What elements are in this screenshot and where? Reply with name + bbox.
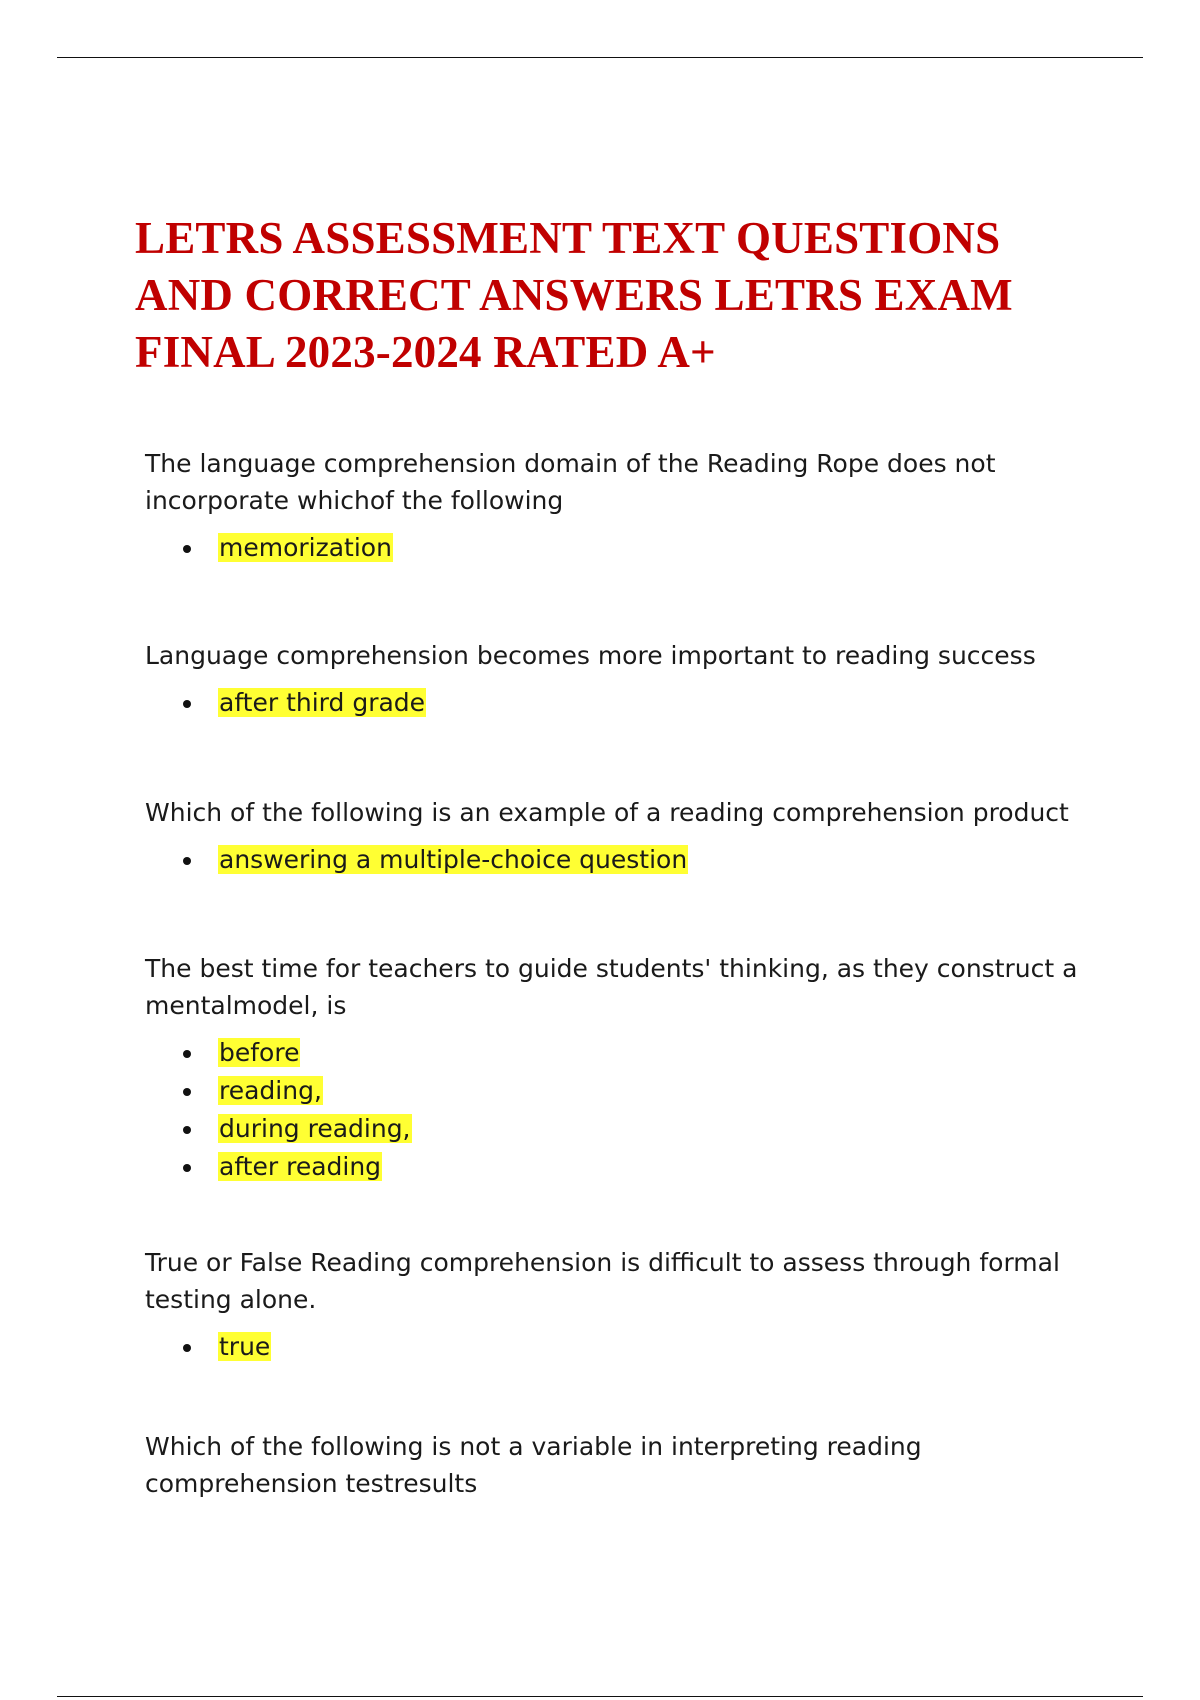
highlighted-answer: after third grade <box>219 688 426 717</box>
answer-list <box>145 1034 1095 1186</box>
answer-item <box>145 1148 1095 1186</box>
question-block-4 <box>145 950 1095 1186</box>
answer-item <box>145 1110 1095 1148</box>
question-block-5 <box>145 1244 1095 1366</box>
highlighted-answer: reading, <box>219 1076 322 1105</box>
question-text: Which of the following is not a variable in interpreting reading comprehension testresults <box>145 1432 922 1498</box>
bottom-rule <box>57 1696 1143 1697</box>
highlighted-answer: during reading, <box>219 1114 411 1143</box>
answer-item <box>145 1072 1095 1110</box>
answer-list <box>145 841 1095 879</box>
answer-item <box>145 684 1095 722</box>
question-text: The language comprehension domain of the Reading Rope does not incorporate whichof the following <box>145 449 996 515</box>
question-text: Language comprehension becomes more important to reading success <box>145 641 1036 670</box>
question-block-3 <box>145 794 1095 879</box>
highlighted-answer: answering a multiple-choice question <box>219 845 688 874</box>
question-text: Which of the following is an example of a reading comprehension product <box>145 798 1069 827</box>
document-body <box>135 210 1095 1512</box>
question-block-1 <box>145 445 1095 567</box>
answer-list <box>145 1328 1095 1366</box>
highlighted-answer: true <box>219 1332 271 1361</box>
question-text: The best time for teachers to guide students' thinking, as they construct a mentalmodel, is <box>145 954 1078 1020</box>
top-rule <box>57 57 1143 58</box>
answer-item <box>145 841 1095 879</box>
question-block-2 <box>145 637 1095 722</box>
highlighted-answer: memorization <box>219 533 392 562</box>
answer-list <box>145 684 1095 722</box>
document-title: LETRS ASSESSMENT TEXT QUESTIONS AND CORRECT ANSWERS LETRS EXAM FINAL 2023-2024 RATED A+ <box>135 213 1013 377</box>
highlighted-answer: after reading <box>219 1152 382 1181</box>
answer-item <box>145 1034 1095 1072</box>
answer-item <box>145 1328 1095 1366</box>
question-text: True or False Reading comprehension is difficult to assess through formal testing alone. <box>145 1248 1060 1314</box>
answer-list <box>145 529 1095 567</box>
highlighted-answer: before <box>219 1038 300 1067</box>
answer-item <box>145 529 1095 567</box>
question-block-6 <box>145 1428 1095 1502</box>
